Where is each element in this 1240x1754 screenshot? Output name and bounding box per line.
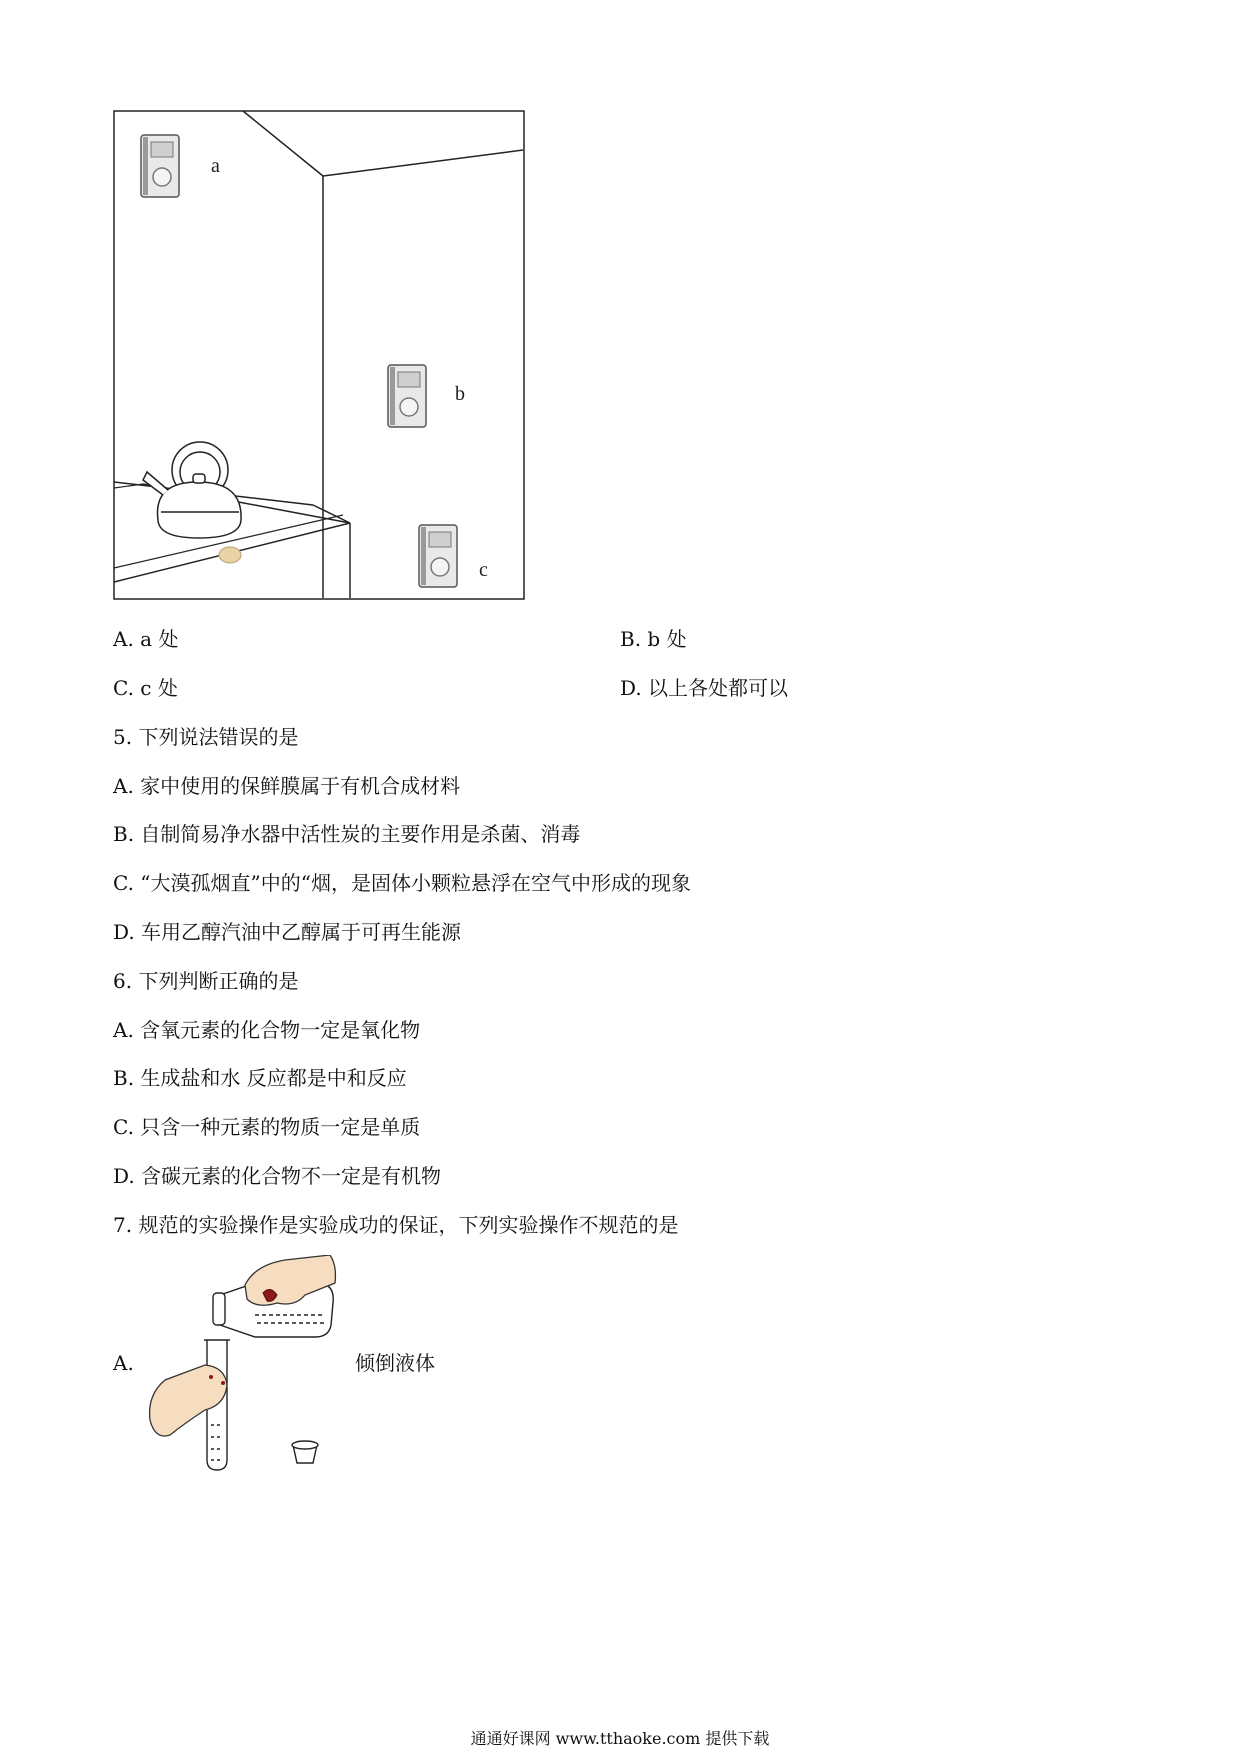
q6-option-c[interactable]: C. 只含一种元素的物质一定是单质: [113, 1115, 421, 1139]
q5-stem: 5. 下列说法错误的是: [113, 725, 299, 749]
bottle-stopper-icon: [292, 1441, 318, 1463]
q7-option-a-label[interactable]: A.: [113, 1351, 134, 1375]
q4-option-b[interactable]: B. b 处: [620, 627, 687, 651]
q5-option-b[interactable]: B. 自制简易净水器中活性炭的主要作用是杀菌、消毒: [113, 822, 581, 846]
q5-option-a[interactable]: A. 家中使用的保鲜膜属于有机合成材料: [113, 774, 461, 798]
smoke-detector-a-icon: [141, 135, 179, 197]
q6-stem: 6. 下列判断正确的是: [113, 969, 299, 993]
q4-option-a[interactable]: A. a 处: [113, 627, 179, 651]
q5-option-c[interactable]: C. “大漠孤烟直”中的“烟，是固体小颗粒悬浮在空气中形成的现象: [113, 871, 691, 895]
label-a: a: [211, 155, 220, 177]
q5-option-d[interactable]: D. 车用乙醇汽油中乙醇属于可再生能源: [113, 920, 462, 944]
label-b: b: [455, 383, 465, 405]
q4-option-c[interactable]: C. c 处: [113, 676, 178, 700]
q6-option-a[interactable]: A. 含氧元素的化合物一定是氧化物: [113, 1018, 421, 1042]
q6-option-b[interactable]: B. 生成盐和水 反应都是中和反应: [113, 1066, 407, 1090]
smoke-detector-c-icon: [419, 525, 457, 587]
page-footer: 通通好课网 www.tthaoke.com 提供下载: [470, 1729, 770, 1748]
q7-option-a-caption: 倾倒液体: [355, 1351, 435, 1375]
q4-option-d[interactable]: D. 以上各处都可以: [620, 676, 789, 700]
q7-stem: 7. 规范的实验操作是实验成功的保证，下列实验操作不规范的是: [113, 1213, 679, 1237]
smoke-detector-b-icon: [388, 365, 426, 427]
room-detector-figure: [113, 110, 525, 600]
label-c: c: [479, 559, 488, 581]
q6-option-d[interactable]: D. 含碳元素的化合物不一定是有机物: [113, 1164, 442, 1188]
pouring-liquid-figure: [145, 1255, 345, 1475]
